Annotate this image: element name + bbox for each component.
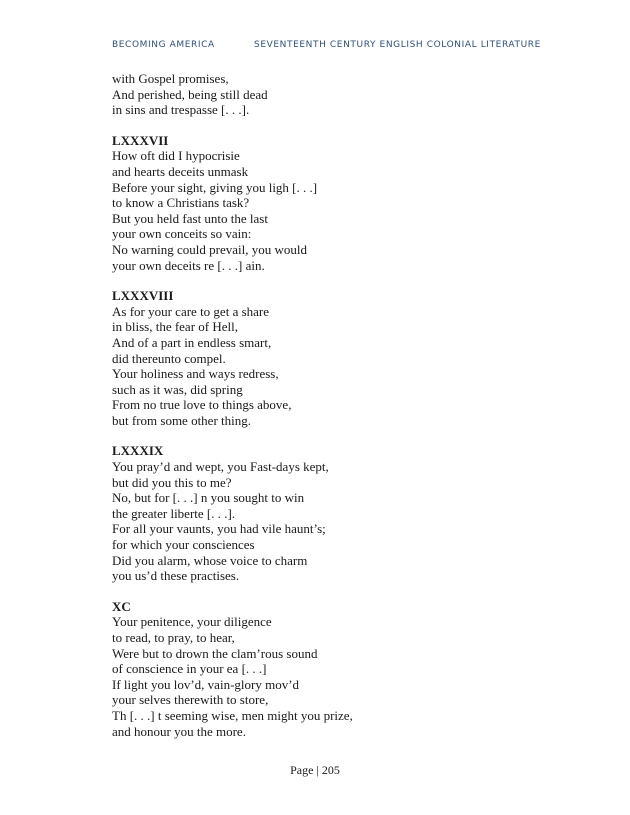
poem-line: Before your sight, giving you ligh [. . .] xyxy=(112,179,318,195)
poem-line: Your holiness and ways redress, xyxy=(112,366,279,382)
stanza-lxxxviii xyxy=(112,288,532,428)
poem-line: Were but to drown the clam’rous sound xyxy=(112,645,318,661)
poem-line: in sins and trespasse [. . .]. xyxy=(112,102,250,118)
poem-line: your selves therewith to store, xyxy=(112,692,269,708)
poem-line: You pray’d and wept, you Fast-days kept, xyxy=(112,459,329,475)
poem-line: but from some other thing. xyxy=(112,412,252,428)
poem-line: of conscience in your ea [. . .] xyxy=(112,661,267,677)
poem-line: with Gospel promises, xyxy=(112,71,229,86)
stanza-heading: LXXXVIII xyxy=(112,288,174,304)
poem-line: Did you alarm, whose voice to charm xyxy=(112,552,308,568)
intro-stanza xyxy=(112,71,532,118)
stanza-heading: LXXXIX xyxy=(112,443,164,459)
poem-line: No, but for [. . .] n you sought to win xyxy=(112,490,305,506)
poem-line: No warning could prevail, you would xyxy=(112,241,307,257)
running-header xyxy=(112,40,541,54)
poem-line: such as it was, did spring xyxy=(112,381,243,397)
header-book-title: BECOMING AMERICA xyxy=(112,40,215,50)
page-footer xyxy=(0,763,630,778)
stanza-heading: LXXXVII xyxy=(112,132,169,148)
poem-line: but did you this to me? xyxy=(112,474,232,490)
poem-line: Your penitence, your diligence xyxy=(112,614,272,630)
stanza-xc xyxy=(112,599,532,739)
poem-line: From no true love to things above, xyxy=(112,397,292,413)
poem-line: to read, to pray, to hear, xyxy=(112,630,235,645)
poem-line: But you held fast unto the last xyxy=(112,210,268,226)
poem-line: Th [. . .] t seeming wise, men might you prize, xyxy=(112,707,353,723)
poem-line: your own deceits re [. . .] ain. xyxy=(112,257,265,273)
stanza-lxxxvii xyxy=(112,133,532,273)
poem-line: the greater liberte [. . .]. xyxy=(112,505,236,521)
poem-line: your own conceits so vain: xyxy=(112,226,252,242)
poem-line: How oft did I hypocrisie xyxy=(112,148,240,164)
poem-body xyxy=(112,71,532,739)
stanza-lxxxix xyxy=(112,443,532,583)
poem-line: and hearts deceits unmask xyxy=(112,163,249,179)
poem-line: to know a Christians task? xyxy=(112,195,250,211)
poem-line: did thereunto compel. xyxy=(112,350,226,366)
page-number: Page | 205 xyxy=(290,763,340,777)
stanza-heading: XC xyxy=(112,598,131,614)
poem-line: you us’d these practises. xyxy=(112,568,240,584)
poem-line: As for your care to get a share xyxy=(112,303,270,319)
poem-line: and honour you the more. xyxy=(112,723,246,739)
poem-line: And perished, being still dead xyxy=(112,86,268,102)
poem-line: If light you lov’d, vain-glory mov’d xyxy=(112,676,300,692)
poem-line: in bliss, the fear of Hell, xyxy=(112,319,238,335)
poem-line: And of a part in endless smart, xyxy=(112,334,272,350)
header-section-title: SEVENTEENTH CENTURY ENGLISH COLONIAL LITERATURE xyxy=(254,40,541,50)
poem-line: for which your consciences xyxy=(112,537,255,553)
poem-line: For all your vaunts, you had vile haunt’s; xyxy=(112,521,326,537)
